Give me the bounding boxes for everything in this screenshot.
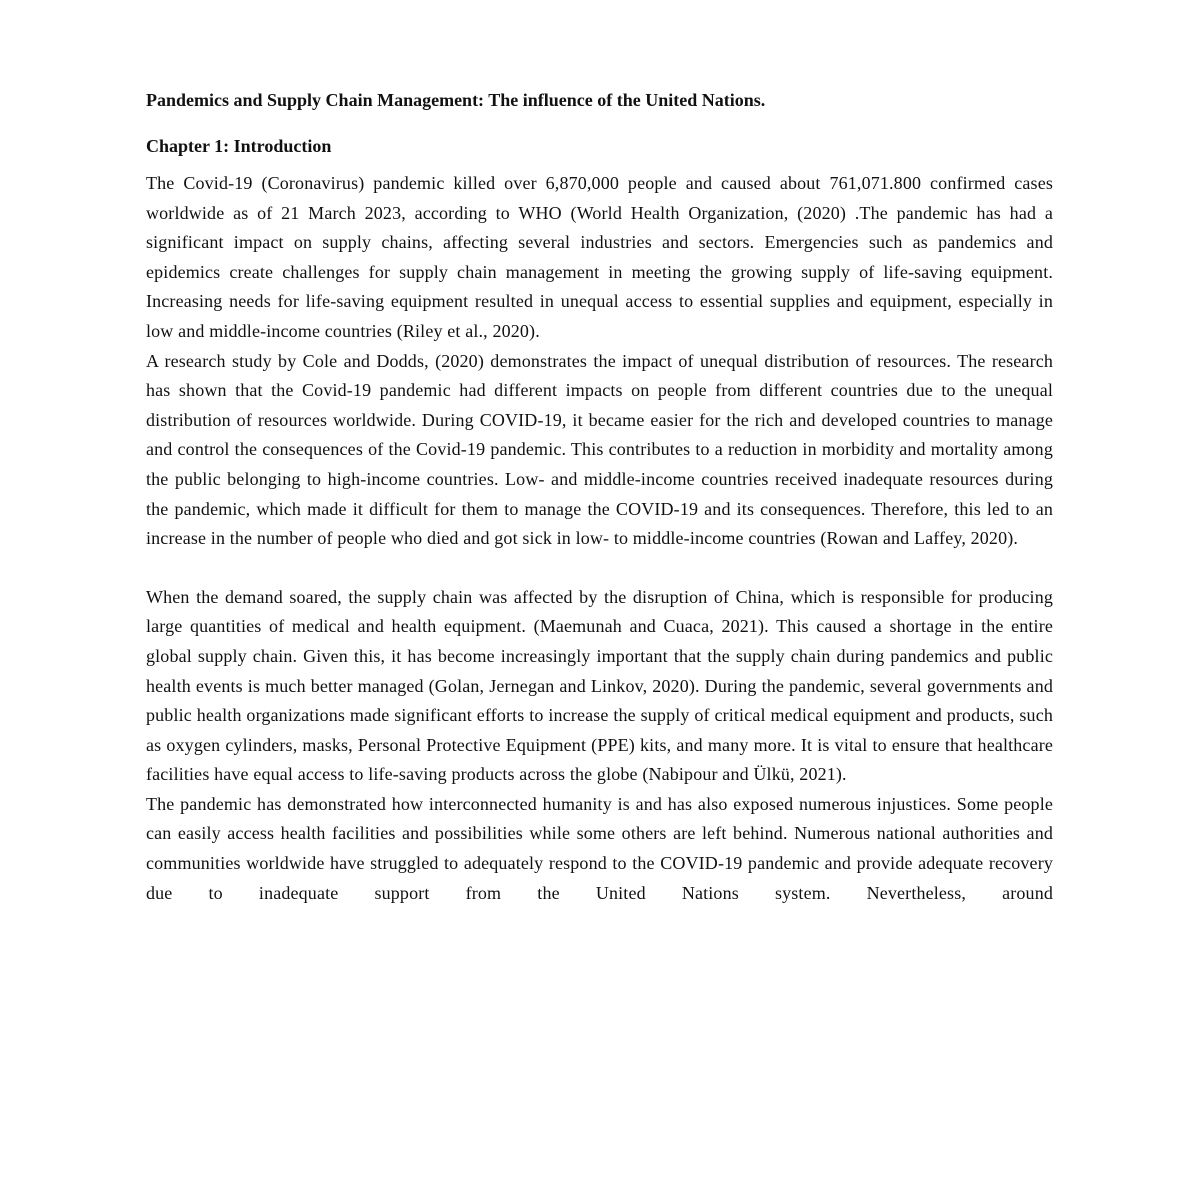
- paragraph-unequal-distribution: A research study by Cole and Dodds, (2020) demonstrates the impact of unequal distribution of resources. The research has shown that the Covid-19 pandemic had different impacts on people from different countries due to the unequal distribution of resources worldwide. During COVID-19, it became easier for the rich and developed countries to manage and control the consequences of the Covid-19 pandemic. This contributes to a reduction in morbidity and mortality among the public belonging to high-income countries. Low- and middle-income countries received inadequate resources during the pandemic, which made it difficult for them to manage the COVID-19 and its consequences. Therefore, this led to an increase in the number of people who died and got sick in low- to middle-income countries (Rowan and Laffey, 2020).: [146, 350, 1053, 549]
- paragraph-supply-disruption: When the demand soared, the supply chain was affected by the disruption of China, which is responsible for producing large quantities of medical and health equipment. (Maemunah and Cuaca, 2021). This caused a shortage in the entire global supply chain. Given this, it has become increasingly important that the supply chain during pandemics and public health events is much better managed (Golan, Jernegan and Linkov, 2020). During the pandemic, several governments and public health organizations made significant efforts to increase the supply of critical medical equipment and products, such as oxygen cylinders, masks, Personal Protective Equipment (PPE) kits, and many more. It is vital to ensure that healthcare facilities have equal access to life-saving products across the globe (Nabipour and Ülkü, 2021).: [146, 586, 1053, 785]
- paragraph-covid-impact: The Covid-19 (Coronavirus) pandemic killed over 6,870,000 people and caused about 761,071.800 confirmed cases worldwide as of 21 March 2023, according to WHO (World Health Organization, (2020) .The pandemic has had a significant impact on supply chains, affecting several industries and sectors. Emergencies such as pandemics and epidemics create challenges for supply chain management in meeting the growing supply of life-saving equipment. Increasing needs for life-saving equipment resulted in unequal access to essential supplies and equipment, especially in low and middle-income countries (Riley et al., 2020).: [146, 173, 1053, 341]
- document-body: [146, 86, 1053, 908]
- document-title: Pandemics and Supply Chain Management: The influence of the United Nations.: [146, 90, 766, 110]
- chapter-heading: Chapter 1: Introduction: [146, 136, 332, 156]
- paragraph-interconnected-humanity: The pandemic has demonstrated how interconnected humanity is and has also exposed numerous injustices. Some people can easily access health facilities and possibilities while some others are left behind. Numerous national authorities and communities worldwide have struggled to adequately respond to the COVID-19 pandemic and provide adequate recovery due to inadequate support from the United Nations system. Nevertheless, around: [146, 793, 1053, 903]
